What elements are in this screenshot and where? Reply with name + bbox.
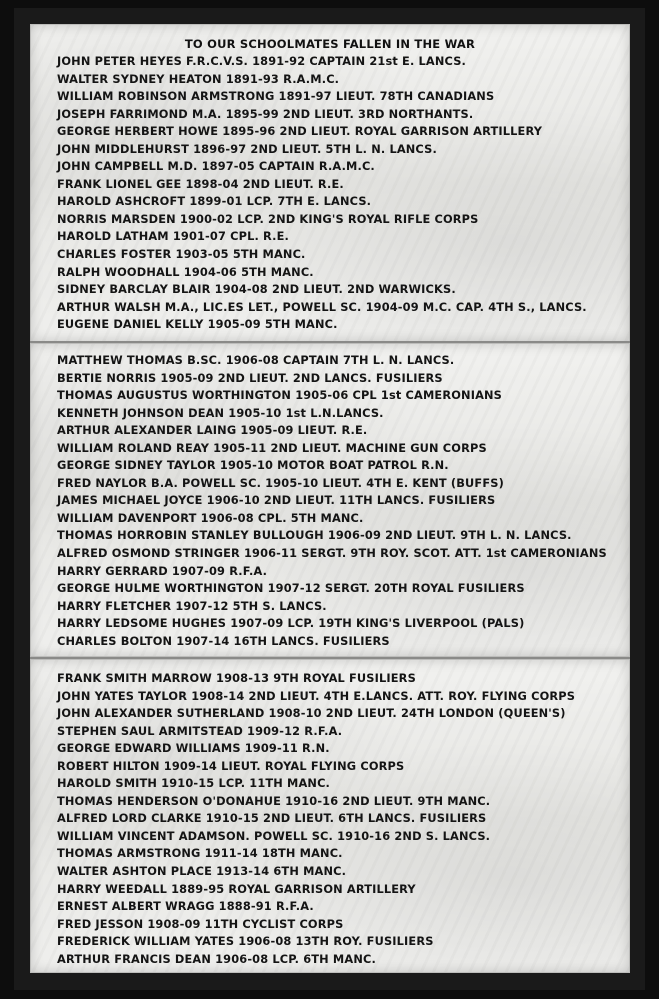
memorial-name-line: JOHN ALEXANDER SUTHERLAND 1908-10 2ND LIEUT. 24TH LONDON (QUEEN'S) [57, 706, 566, 721]
memorial-name-line: CHARLES BOLTON 1907-14 16TH LANCS. FUSILIERS [57, 633, 390, 648]
memorial-name-line: ERNEST ALBERT WRAGG 1888-91 R.F.A. [57, 899, 314, 914]
memorial-name-line: FREDERICK WILLIAM YATES 1906-08 13TH ROY. FUSILIERS [57, 934, 434, 949]
memorial-panel-bottom [30, 659, 630, 973]
memorial-name-line: HAROLD SMITH 1910-15 LCP. 11TH MANC. [57, 776, 331, 791]
memorial-name-line: ARTHUR WALSH M.A., LIC.ES LET., POWELL SC. 1904-09 M.C. CAP. 4TH S., LANCS. [57, 299, 587, 314]
memorial-name-line: GEORGE EDWARD WILLIAMS 1909-11 R.N. [57, 741, 330, 756]
memorial-name-line: WALTER ASHTON PLACE 1913-14 6TH MANC. [57, 864, 347, 879]
memorial-name-line: THOMAS ARMSTRONG 1911-14 18TH MANC. [57, 846, 343, 861]
memorial-name-line: EUGENE DANIEL KELLY 1905-09 5TH MANC. [57, 317, 338, 332]
memorial-name-line: FRANK SMITH MARROW 1908-13 9TH ROYAL FUSILIERS [57, 671, 416, 685]
memorial-name-line: WALTER SYDNEY HEATON 1891-93 R.A.M.C. [57, 71, 340, 86]
memorial-name-line: MATTHEW THOMAS B.SC. 1906-08 CAPTAIN 7TH L. N. LANCS. [57, 353, 455, 367]
memorial-name-line: ARTHUR ALEXANDER LAING 1905-09 LIEUT. R.E. [57, 423, 368, 438]
memorial-name-line: NORRIS MARSDEN 1900-02 LCP. 2ND KING'S ROYAL RIFLE CORPS [57, 211, 479, 226]
memorial-name-line: HAROLD ASHCROFT 1899-01 LCP. 7TH E. LANCS. [57, 194, 372, 209]
memorial-name-line: WILLIAM ROBINSON ARMSTRONG 1891-97 LIEUT. 78TH CANADIANS [57, 89, 495, 104]
memorial-name-line: JOHN YATES TAYLOR 1908-14 2ND LIEUT. 4TH E.LANCS. ATT. ROY. FLYING CORPS [57, 688, 576, 703]
memorial-name-line: WILLIAM ROLAND REAY 1905-11 2ND LIEUT. MACHINE GUN CORPS [57, 440, 487, 455]
memorial-name-line: THOMAS HORROBIN STANLEY BULLOUGH 1906-09 2ND LIEUT. 9TH L. N. LANCS. [57, 528, 572, 543]
memorial-name-line: GEORGE HERBERT HOWE 1895-96 2ND LIEUT. ROYAL GARRISON ARTILLERY [57, 124, 543, 139]
memorial-name-line: GEORGE HULME WORTHINGTON 1907-12 SERGT. 20TH ROYAL FUSILIERS [57, 581, 525, 596]
memorial-name-line: RALPH WOODHALL 1904-06 5TH MANC. [57, 264, 314, 279]
memorial-name-line: HARRY LEDSOME HUGHES 1907-09 LCP. 19TH KING'S LIVERPOOL (PALS) [57, 616, 525, 631]
memorial-name-line: HARRY GERRARD 1907-09 R.F.A. [57, 563, 268, 578]
memorial-name-line: JOSEPH FARRIMOND M.A. 1895-99 2ND LIEUT. 3RD NORTHANTS. [57, 106, 474, 121]
memorial-name-line: ALFRED LORD CLARKE 1910-15 2ND LIEUT. 6TH LANCS. FUSILIERS [57, 811, 487, 826]
memorial-name-line: HARRY WEEDALL 1889-95 ROYAL GARRISON ARTILLERY [57, 881, 416, 896]
memorial-name-line: HAROLD LATHAM 1901-07 CPL. R.E. [57, 229, 289, 244]
memorial-name-line: JAMES MICHAEL JOYCE 1906-10 2ND LIEUT. 11TH LANCS. FUSILIERS [57, 493, 496, 508]
memorial-name-line: JOHN MIDDLEHURST 1896-97 2ND LIEUT. 5TH L. N. LANCS. [57, 141, 437, 156]
memorial-name-line: WILLIAM VINCENT ADAMSON. POWELL SC. 1910-16 2ND S. LANCS. [57, 828, 491, 843]
memorial-name-line: FRED JESSON 1908-09 11TH CYCLIST CORPS [57, 916, 344, 931]
memorial-name-line: JOHN PETER HEYES F.R.C.V.S. 1891-92 CAPTAIN 21st E. LANCS. [57, 54, 467, 68]
memorial-name-line: ARTHUR FRANCIS DEAN 1906-08 LCP. 6TH MANC. [57, 951, 376, 966]
memorial-panel-top [30, 24, 630, 342]
memorial-name-line: BERTIE NORRIS 1905-09 2ND LIEUT. 2ND LANCS. FUSILIERS [57, 370, 443, 385]
memorial-name-line: ROBERT HILTON 1909-14 LIEUT. ROYAL FLYING CORPS [57, 758, 405, 773]
memorial-name-line: THOMAS AUGUSTUS WORTHINGTON 1905-06 CPL 1st CAMERONIANS [57, 388, 503, 403]
memorial-name-line: JOHN CAMPBELL M.D. 1897-05 CAPTAIN R.A.M.C. [57, 159, 375, 174]
memorial-title: TO OUR SCHOOLMATES FALLEN IN THE WAR [184, 37, 476, 51]
memorial-name-line: SIDNEY BARCLAY BLAIR 1904-08 2ND LIEUT. 2ND WARWICKS. [57, 282, 456, 297]
memorial-name-line: GEORGE SIDNEY TAYLOR 1905-10 MOTOR BOAT PATROL R.N. [57, 458, 449, 473]
memorial-name-line: KENNETH JOHNSON DEAN 1905-10 1st L.N.LANCS. [57, 405, 384, 420]
memorial-name-line: FRANK LIONEL GEE 1898-04 2ND LIEUT. R.E. [57, 176, 344, 191]
memorial-name-line: THOMAS HENDERSON O'DONAHUE 1910-16 2ND LIEUT. 9TH MANC. [57, 793, 491, 808]
memorial-name-line: CHARLES FOSTER 1903-05 5TH MANC. [57, 247, 306, 262]
memorial-name-line: FRED NAYLOR B.A. POWELL SC. 1905-10 LIEUT. 4TH E. KENT (BUFFS) [57, 475, 504, 490]
memorial-panel-middle [30, 343, 630, 657]
memorial-name-line: STEPHEN SAUL ARMITSTEAD 1909-12 R.F.A. [57, 723, 343, 738]
memorial-name-line: HARRY FLETCHER 1907-12 5TH S. LANCS. [57, 598, 327, 613]
memorial-name-line: WILLIAM DAVENPORT 1906-08 CPL. 5TH MANC. [57, 510, 364, 525]
memorial-name-line: ALFRED OSMOND STRINGER 1906-11 SERGT. 9TH ROY. SCOT. ATT. 1st CAMERONIANS [57, 546, 607, 561]
